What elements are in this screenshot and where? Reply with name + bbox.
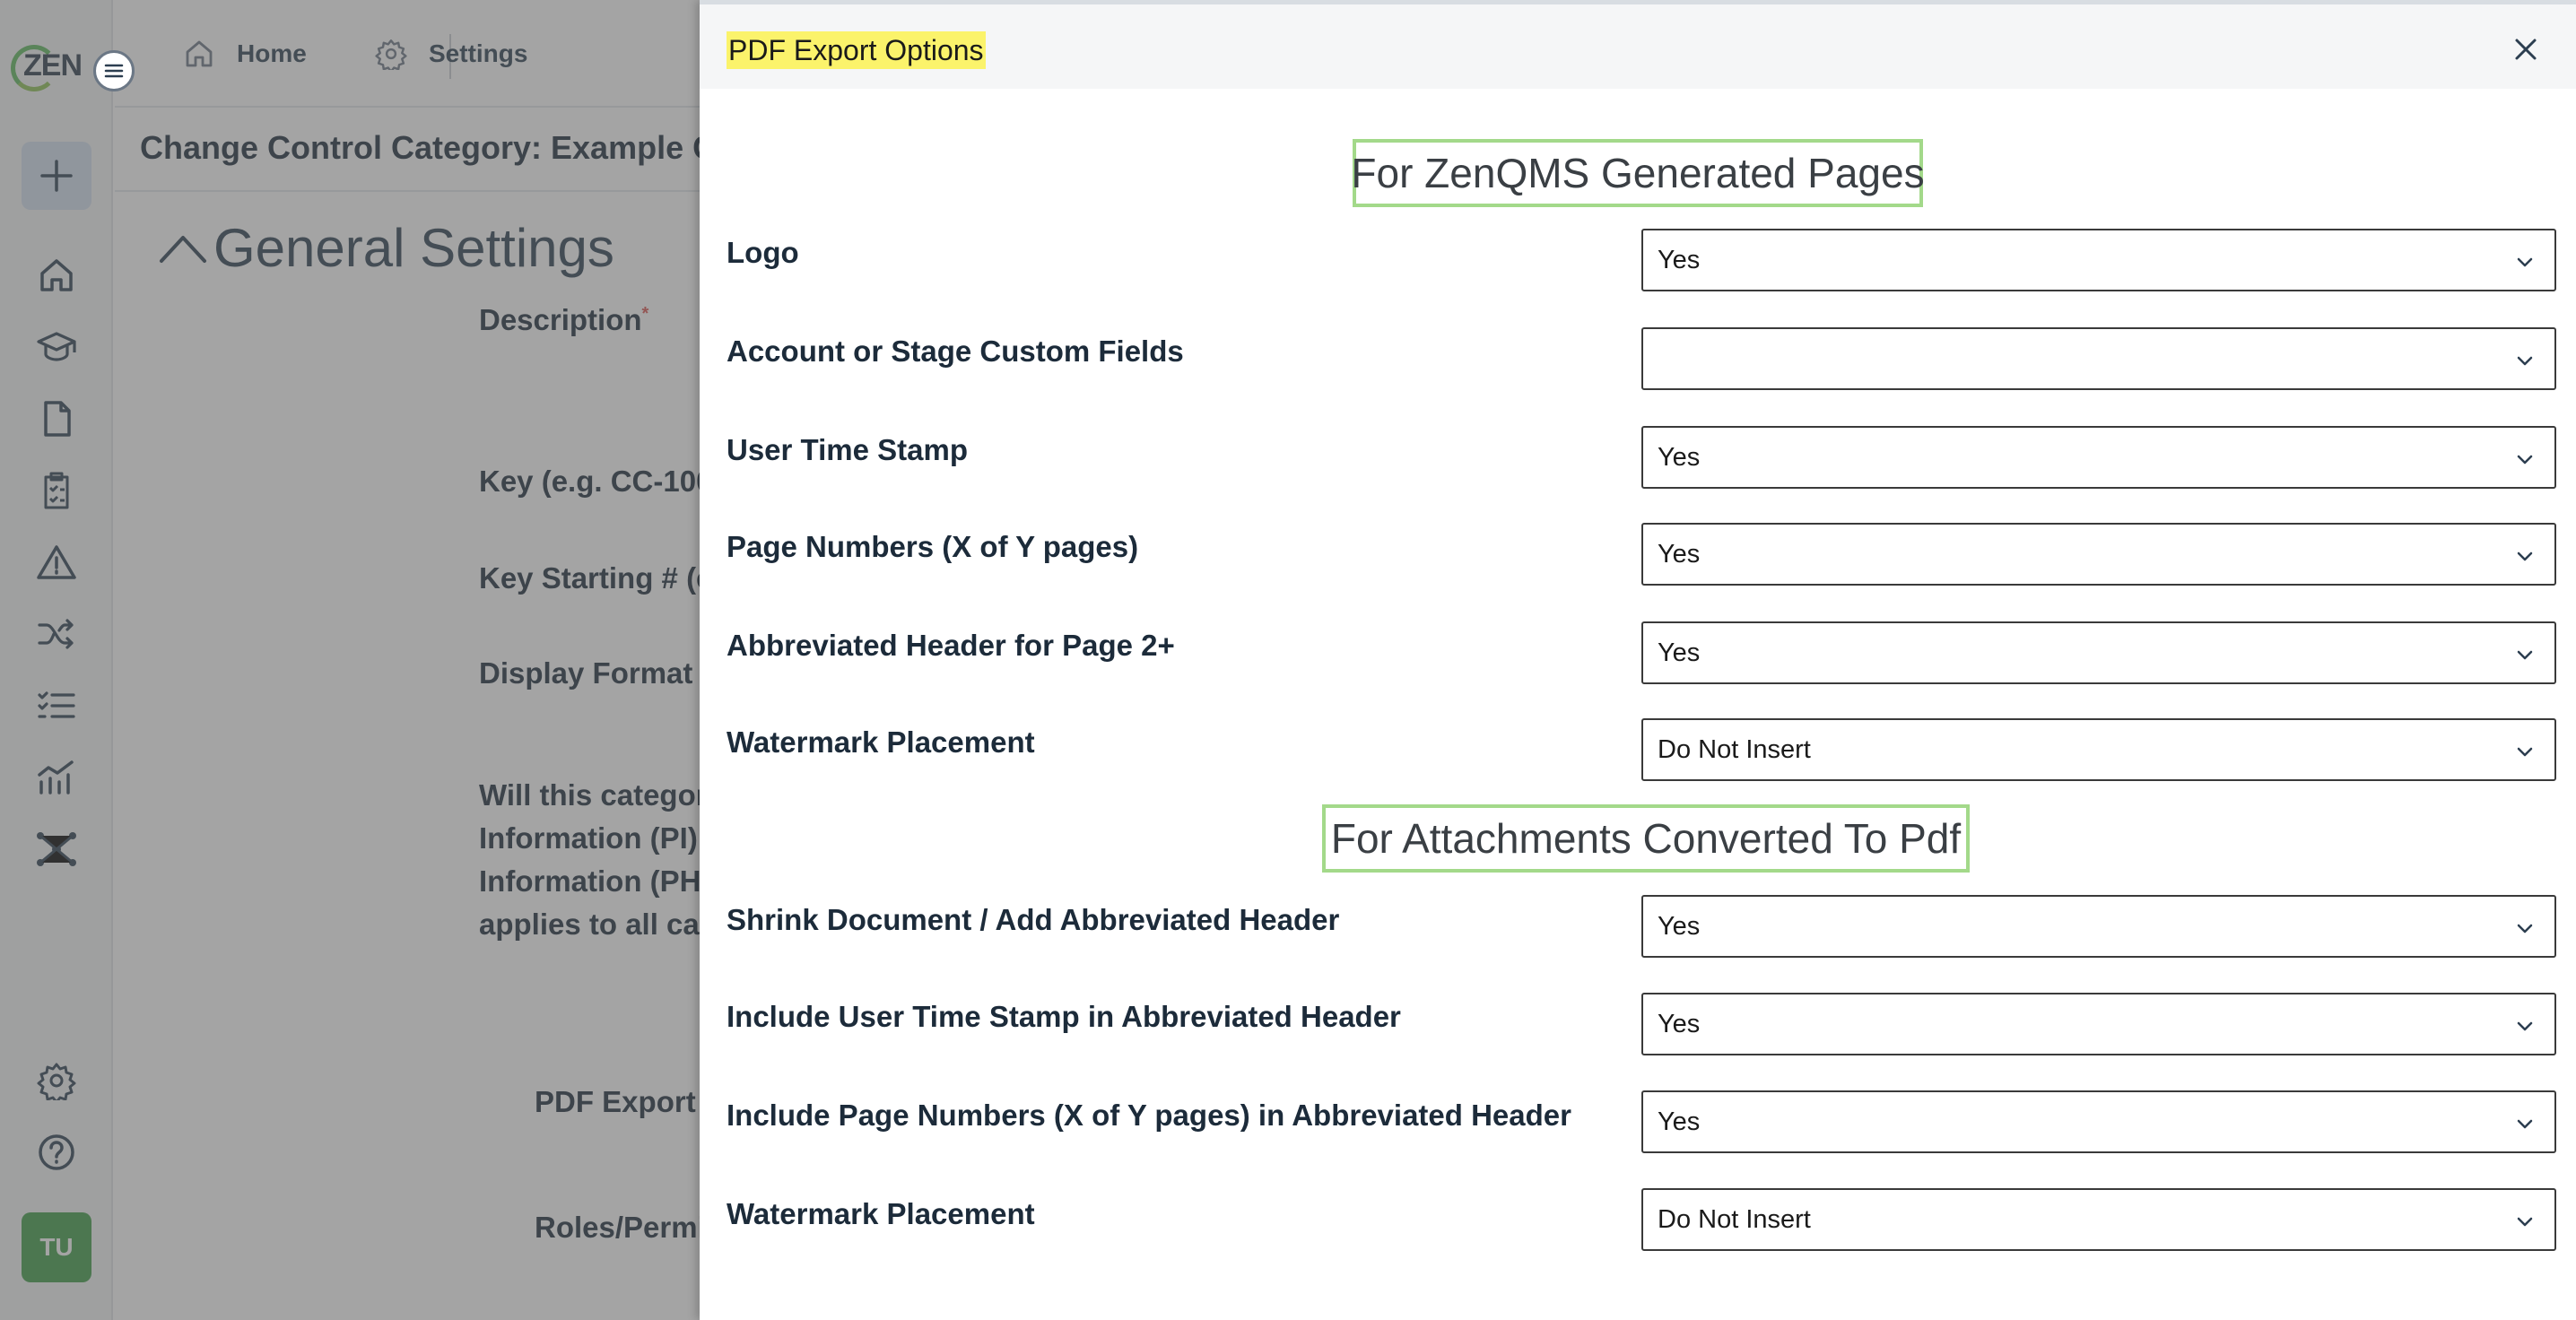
close-icon <box>2514 38 2537 61</box>
logo-select[interactable] <box>1641 229 2556 291</box>
attach-watermark-value: Do Not Insert <box>1658 1204 1811 1234</box>
shrink-document-label: Shrink Document / Add Abbreviated Header <box>727 903 1340 936</box>
chevron-down-icon <box>2515 1016 2535 1036</box>
user-time-stamp-value: Yes <box>1658 442 1701 472</box>
chevron-down-icon <box>2515 351 2535 370</box>
page-numbers-select[interactable] <box>1641 523 2556 586</box>
attach-page-numbers-select[interactable] <box>1641 1090 2556 1153</box>
attach-page-numbers-label: Include Page Numbers (X of Y pages) in Abbreviated Header <box>727 1099 1571 1132</box>
attach-watermark-label: Watermark Placement <box>727 1197 1035 1230</box>
drawer-header <box>700 4 2576 89</box>
drawer-title: PDF Export Options <box>727 31 986 69</box>
attach-watermark-select[interactable] <box>1641 1188 2556 1251</box>
chevron-down-icon <box>2515 645 2535 664</box>
attach-time-stamp-value: Yes <box>1658 1009 1701 1038</box>
sidebar-toggle-button[interactable] <box>93 50 135 91</box>
abbreviated-header-label: Abbreviated Header for Page 2+ <box>727 629 1175 662</box>
shrink-document-value: Yes <box>1658 911 1701 941</box>
watermark-placement-value: Do Not Insert <box>1658 734 1811 764</box>
page-numbers-label: Page Numbers (X of Y pages) <box>727 530 1139 563</box>
logo-value: Yes <box>1658 245 1701 274</box>
chevron-down-icon <box>2515 252 2535 272</box>
shrink-document-select[interactable] <box>1641 895 2556 958</box>
abbreviated-header-select[interactable] <box>1641 621 2556 684</box>
attach-time-stamp-select[interactable] <box>1641 993 2556 1055</box>
user-time-stamp-select[interactable] <box>1641 426 2556 489</box>
chevron-down-icon <box>2515 918 2535 938</box>
attachments-heading: For Attachments Converted To Pdf <box>1322 804 1970 873</box>
abbreviated-header-value: Yes <box>1658 638 1701 667</box>
attach-page-numbers-value: Yes <box>1658 1107 1701 1136</box>
page-numbers-value: Yes <box>1658 539 1701 569</box>
chevron-down-icon <box>2515 449 2535 469</box>
attach-time-stamp-label: Include User Time Stamp in Abbreviated Header <box>727 1000 1401 1033</box>
watermark-placement-label: Watermark Placement <box>727 725 1035 759</box>
custom-fields-label: Account or Stage Custom Fields <box>727 334 1184 368</box>
hamburger-icon <box>104 63 124 79</box>
chevron-down-icon <box>2515 742 2535 761</box>
zenqms-pages-heading: For ZenQMS Generated Pages <box>1353 139 1923 207</box>
chevron-down-icon <box>2515 1211 2535 1231</box>
chevron-down-icon <box>2515 1114 2535 1133</box>
logo-label: Logo <box>727 236 799 269</box>
pdf-export-options-drawer <box>700 0 2576 1320</box>
custom-fields-select[interactable] <box>1641 327 2556 390</box>
user-time-stamp-label: User Time Stamp <box>727 433 968 466</box>
watermark-placement-select[interactable] <box>1641 718 2556 781</box>
close-button[interactable] <box>2506 30 2546 69</box>
chevron-down-icon <box>2515 546 2535 566</box>
